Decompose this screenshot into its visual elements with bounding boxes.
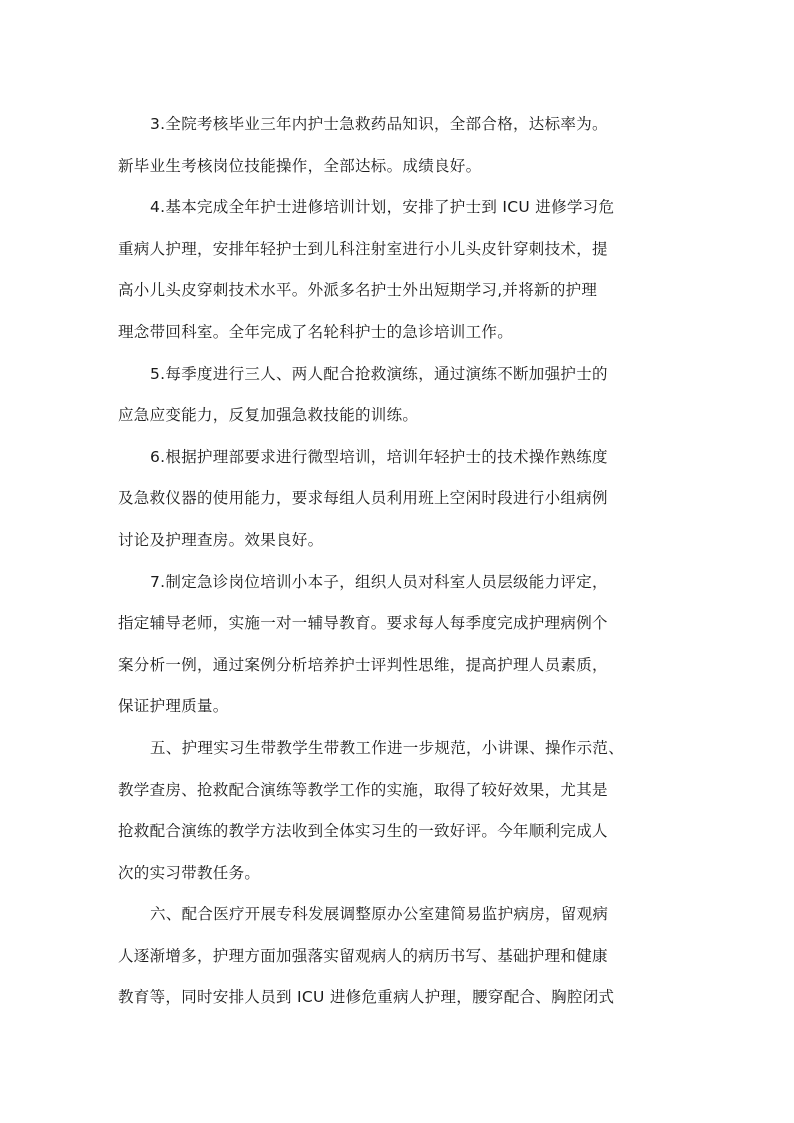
text-line: 5.每季度进行三人、两人配合抢救演练，通过演练不断加强护士的 [150,364,608,383]
text-line: 次的实习带教任务。 [118,863,261,882]
text-line: 抢救配合演练的教学方法收到全体实习生的一致好评。今年顺利完成人 [118,822,608,841]
text-line: 五、护理实习生带教学生带教工作进一步规范，小讲课、操作示范、 [150,738,625,757]
text-line: 教育等，同时安排人员到 ICU 进修危重病人护理，腰穿配合、胸腔闭式 [118,988,615,1007]
text-line: 及急救仪器的使用能力，要求每组人员利用班上空闲时段进行小组病例 [118,489,608,508]
paragraph-item-3 [118,104,678,187]
paragraph-section-5 [118,728,678,894]
text-line: 六、配合医疗开展专科发展调整原办公室建简易监护病房，留观病 [150,905,609,924]
text-line: 重病人护理，安排年轻护士到儿科注射室进行小儿头皮针穿刺技术，提 [118,239,608,258]
text-line: 人逐渐增多，护理方面加强落实留观病人的病历书写、基础护理和健康 [118,946,608,965]
text-line: 讨论及护理查房。效果良好。 [118,530,324,549]
text-line: 新毕业生考核岗位技能操作，全部达标。成绩良好。 [118,156,482,175]
text-line: 7.制定急诊岗位培训小本子，组织人员对科室人员层级能力评定， [150,572,608,591]
text-line: 教学查房、抢救配合演练等教学工作的实施，取得了较好效果，尤其是 [118,780,608,799]
text-line: 理念带回科室。全年完成了名轮科护士的急诊培训工作。 [118,322,514,341]
document-body [118,104,678,1019]
text-line: 高小儿头皮穿刺技术水平。外派多名护士外出短期学习,并将新的护理 [118,281,598,300]
paragraph-item-4 [118,187,678,353]
text-line: 6.根据护理部要求进行微型培训，培训年轻护士的技术操作熟练度 [150,447,608,466]
text-line: 指定辅导老师，实施一对一辅导教育。要求每人每季度完成护理病例个 [118,614,608,633]
text-line: 应急应变能力，反复加强急救技能的训练。 [118,406,419,425]
text-line: 保证护理质量。 [118,697,229,716]
paragraph-section-6 [118,894,678,1019]
text-line: 4.基本完成全年护士进修培训计划，安排了护士到 ICU 进修学习危 [150,198,615,217]
text-line: 案分析一例，通过案例分析培养护士评判性思维，提高护理人员素质， [118,655,608,674]
text-line: 3.全院考核毕业三年内护士急救药品知识，全部合格，达标率为。 [150,115,608,133]
paragraph-item-7 [118,562,678,728]
paragraph-item-6 [118,437,678,562]
paragraph-item-5 [118,354,678,437]
